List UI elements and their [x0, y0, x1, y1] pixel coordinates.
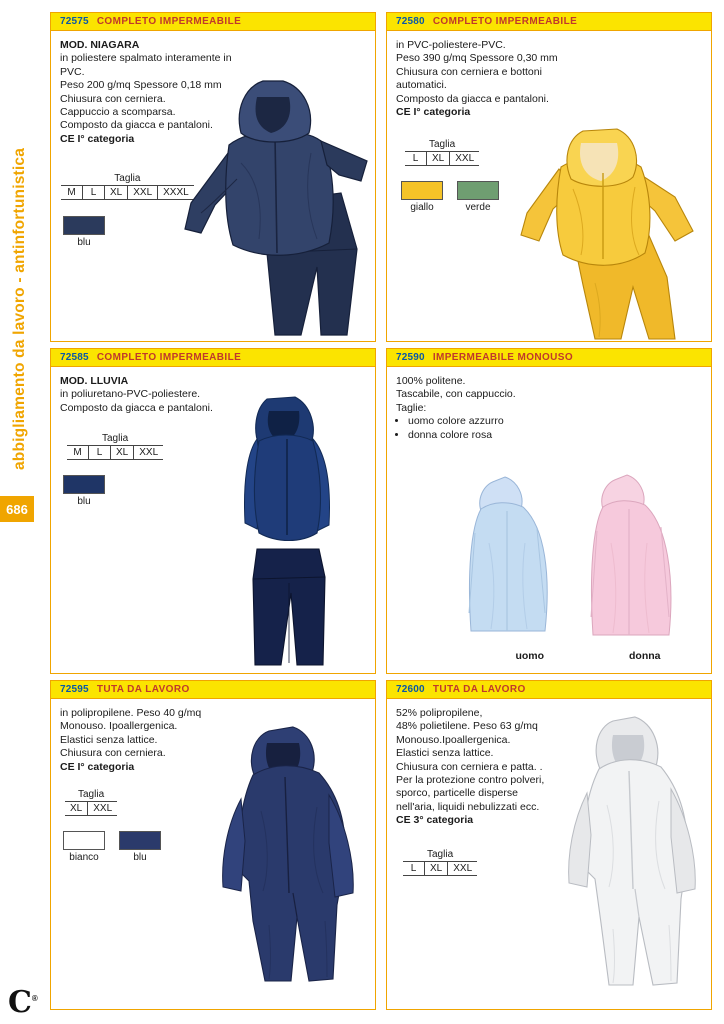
product-image-yellow-suit — [517, 127, 707, 342]
color-option[interactable] — [63, 475, 105, 507]
desc-line: CE I° categoria — [396, 106, 471, 119]
color-swatch[interactable] — [119, 831, 161, 850]
size-row — [67, 445, 163, 460]
desc-line: CE 3° categoria — [396, 814, 474, 827]
color-swatches — [63, 216, 105, 248]
size-table — [65, 789, 117, 816]
card-body — [387, 31, 711, 340]
desc-line: sporco, particelle disperse — [396, 787, 518, 800]
card-header — [387, 349, 711, 367]
size-row — [403, 861, 477, 876]
color-option[interactable] — [119, 831, 161, 863]
product-code: 72590 — [396, 352, 425, 363]
size-table-label: Taglia — [114, 173, 141, 184]
desc-line: Chiusura con cerniera. — [60, 92, 166, 105]
desc-line: Tascabile, con cappuccio. — [396, 388, 516, 401]
brand-logo — [8, 985, 38, 1020]
size-table-label: Taglia — [78, 789, 105, 800]
desc-line: CE I° categoria — [60, 132, 135, 145]
size-cell[interactable]: XL — [65, 802, 88, 815]
size-cell[interactable]: XXL — [139, 447, 159, 458]
desc-line: Monouso. Ipoallergenica. — [60, 720, 178, 733]
size-cell[interactable]: L — [83, 186, 105, 199]
product-title: COMPLETO IMPERMEABILE — [96, 16, 242, 27]
size-cell[interactable]: L — [89, 446, 111, 459]
product-image-niagara — [171, 53, 371, 338]
desc-line: Elastici senza lattice. — [60, 733, 158, 746]
card-body — [51, 31, 375, 340]
color-label: verde — [465, 202, 491, 213]
size-cell[interactable]: L — [405, 152, 427, 165]
desc-line: Chiusura con cerniera e patta. . — [396, 760, 543, 773]
card-header — [51, 349, 375, 367]
color-option[interactable] — [63, 216, 105, 248]
brand-logo-letter: C — [8, 985, 32, 1020]
product-code: 72580 — [396, 16, 425, 27]
card-header — [51, 13, 375, 31]
size-table — [403, 849, 477, 876]
desc-line: Taglie: — [396, 401, 427, 414]
desc-line: CE I° categoria — [60, 760, 135, 773]
registered-mark-icon: ® — [31, 994, 38, 1003]
card-body — [51, 699, 375, 1008]
desc-bullet: • donna colore rosa — [408, 429, 596, 442]
desc-line: in poliestere spalmato interamente in PVC. — [60, 52, 232, 78]
desc-line: Composto da giacca e pantaloni. — [396, 92, 549, 105]
desc-line: Peso 200 g/mq Spessore 0,18 mm — [60, 79, 222, 92]
product-title: COMPLETO IMPERMEABILE — [432, 16, 578, 27]
size-cell[interactable]: XXL — [93, 803, 113, 814]
product-title: COMPLETO IMPERMEABILE — [96, 352, 242, 363]
product-code: 72595 — [60, 684, 89, 695]
color-swatches — [63, 831, 161, 863]
size-table — [405, 139, 479, 166]
product-title: TUTA DA LAVORO — [96, 684, 190, 695]
page-number-badge: 686 — [0, 496, 34, 522]
size-cell[interactable]: XXL — [455, 153, 475, 164]
size-cell[interactable]: XL — [427, 152, 450, 165]
size-cell[interactable]: XL — [111, 446, 134, 459]
color-label: blu — [77, 237, 91, 248]
card-header — [387, 13, 711, 31]
product-code: 72585 — [60, 352, 89, 363]
sidebar-vertical-title: abbigliamento da lavoro - antinfortunistica — [11, 147, 28, 471]
color-label: blu — [133, 852, 147, 863]
size-cell[interactable]: XXL — [453, 863, 473, 874]
desc-line: 100% politene. — [396, 375, 466, 387]
product-card-72590 — [386, 348, 712, 674]
size-cell[interactable]: M — [67, 446, 89, 459]
card-body — [51, 367, 375, 672]
product-title: TUTA DA LAVORO — [432, 684, 526, 695]
desc-line: MOD. NIAGARA — [60, 39, 140, 51]
desc-bullet: • uomo colore azzurro — [408, 415, 596, 428]
desc-line: in PVC-poliestere-PVC. — [396, 39, 506, 51]
size-cell[interactable]: M — [61, 186, 83, 199]
desc-line: Chiusura con cerniera e bottoni automatici. — [396, 65, 542, 92]
caption-uomo: uomo — [515, 650, 545, 662]
product-code: 72600 — [396, 684, 425, 695]
product-card-72585 — [50, 348, 376, 674]
product-card-72575 — [50, 12, 376, 342]
desc-line: Peso 390 g/mq Spessore 0,30 mm — [396, 52, 558, 65]
product-card-72595 — [50, 680, 376, 1010]
product-image-blue-coverall — [213, 721, 369, 991]
color-swatch[interactable] — [63, 475, 105, 494]
color-swatches — [401, 181, 499, 213]
color-label: blu — [77, 496, 91, 507]
size-cell[interactable]: XL — [105, 186, 128, 199]
product-card-72600 — [386, 680, 712, 1010]
card-header — [51, 681, 375, 699]
product-code: 72575 — [60, 16, 89, 27]
desc-line: MOD. LLUVIA — [60, 375, 129, 387]
color-option[interactable] — [457, 181, 499, 213]
card-header — [387, 681, 711, 699]
desc-line: 48% polietilene. Peso 63 g/mq — [396, 720, 538, 733]
desc-line: Chiusura con cerniera. — [60, 747, 166, 760]
size-table — [67, 433, 163, 460]
color-swatch[interactable] — [63, 216, 105, 235]
product-card-72580 — [386, 12, 712, 342]
product-title: IMPERMEABILE MONOUSO — [432, 352, 574, 363]
card-body — [387, 367, 711, 672]
sidebar — [0, 0, 44, 1024]
desc-line: nell'aria, liquidi nebulizzati ecc. — [396, 800, 540, 813]
desc-line: in poliuretano-PVC-poliestere. — [60, 388, 201, 401]
card-body — [387, 699, 711, 1008]
product-description — [396, 375, 596, 442]
desc-line: 52% polipropilene, — [396, 707, 483, 719]
desc-line: in polipropilene. Peso 40 g/mq — [60, 707, 202, 719]
desc-line: Per la protezione contro polveri, — [396, 774, 545, 787]
desc-line: Composto da giacca e pantaloni. — [60, 119, 213, 132]
product-description — [60, 375, 240, 415]
color-label: giallo — [410, 202, 434, 213]
product-description — [396, 39, 592, 119]
size-table-label: Taglia — [102, 433, 129, 444]
color-option[interactable] — [401, 181, 443, 213]
color-option[interactable] — [63, 831, 105, 863]
color-label: bianco — [69, 852, 99, 863]
product-image-white-coverall — [559, 713, 709, 993]
image-captions — [473, 650, 703, 662]
color-swatches — [63, 475, 105, 507]
color-swatch[interactable] — [63, 831, 105, 850]
product-image-lluvia — [237, 383, 363, 673]
size-table-label: Taglia — [429, 139, 456, 150]
size-row — [405, 151, 479, 166]
size-table-label: Taglia — [427, 849, 454, 860]
size-cell[interactable]: XXL — [128, 186, 158, 199]
caption-donna: donna — [629, 650, 661, 662]
size-cell[interactable]: L — [403, 862, 425, 875]
desc-line: Elastici senza lattice. — [396, 747, 494, 760]
color-swatch[interactable] — [457, 181, 499, 200]
desc-line: Composto da giacca e pantaloni. — [60, 401, 213, 414]
desc-line: Cappuccio a scomparsa. — [60, 106, 176, 119]
product-description — [396, 707, 582, 828]
size-cell[interactable]: XL — [425, 862, 448, 875]
product-grid — [50, 12, 712, 1012]
desc-line: Monouso.Ipoallergenica. — [396, 733, 511, 746]
product-image-disposable-raincoats — [465, 463, 693, 653]
size-row — [65, 801, 117, 816]
size-cell[interactable]: XXXL — [163, 187, 189, 198]
color-swatch[interactable] — [401, 181, 443, 200]
desc-bullets — [396, 415, 596, 442]
